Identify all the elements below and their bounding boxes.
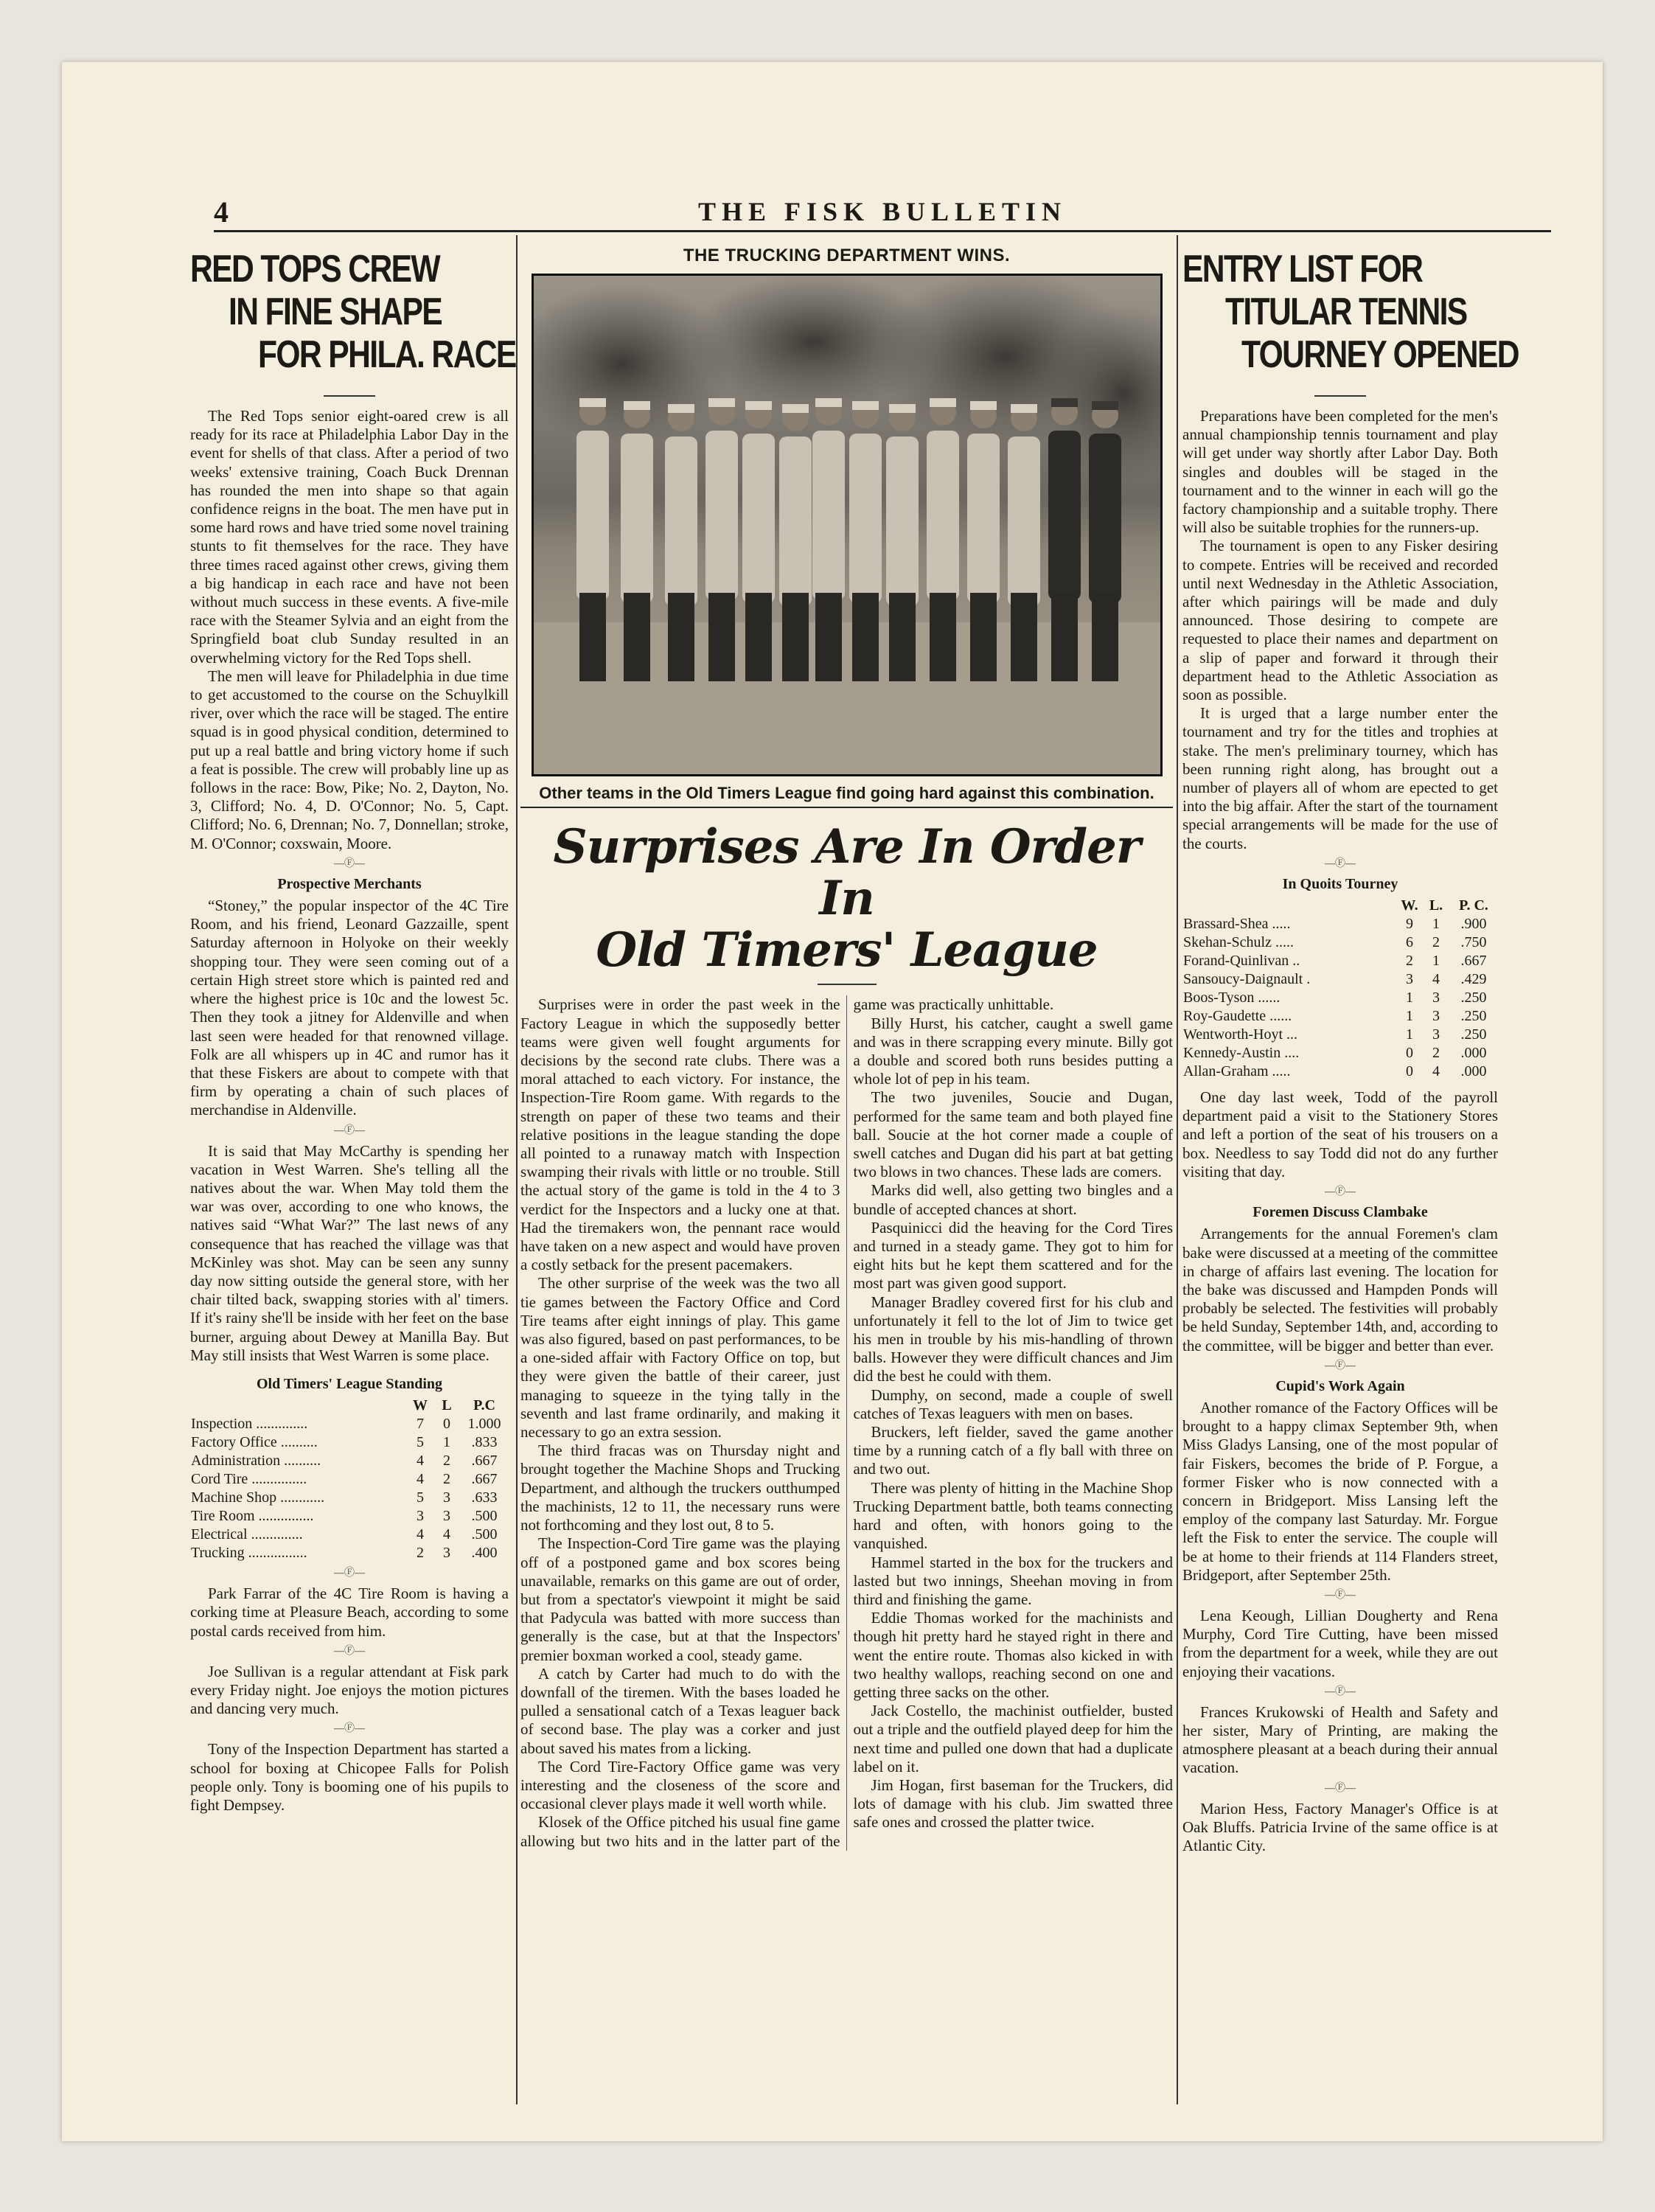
player-legs <box>889 593 916 681</box>
article-paragraph: Another romance of the Factory Offices will be brought to a happy climax September 9th, when Miss Gladys Lansing, one of the most popular of fair Fiskers, becomes the bride of P. Forgue, a former Fisker who is now connected with a concern in Bridgeport. Miss Lansing left the employ of the company last Saturday. Mr. Forgue left the Fisk to enter the service. The couple will be at home to their friends at 114 Flanders street, Bridgeport, after September 25th. <box>1182 1398 1498 1584</box>
player-legs <box>1011 593 1037 681</box>
table-row: Trucking ................ 2 3 .400 <box>191 1545 498 1562</box>
quoits-table <box>1182 897 1498 1081</box>
player-legs <box>1051 593 1078 681</box>
divider <box>1314 395 1366 397</box>
player-legs <box>782 593 809 681</box>
table-row: Electrical .............. 4 4 .500 <box>191 1526 498 1543</box>
player-figure <box>886 437 919 606</box>
article-paragraph: Surprises were in order the past week in the Factory League in which the supposedly better teams were given well fought arguments for decisions by the second rate clubs. There was a moral attached to each victory. For instance, the Inspection-Tire Room game. With regards to the strength on paper of these two teams and their relative positions in the league standing the dope all pointed to a runaway match with Inspection swamping their rivals with little or no trouble. Still the actual story of the game is told in the 4 to 3 verdict for the Inspectors and a lucky one at that. Had the tiremakers won, the pennant race would have taken on a new aspect and would have proven a costly setback for the present pacemakers. <box>520 995 840 1274</box>
fisk-emblem-divider: —Ⓕ— <box>1325 1360 1356 1371</box>
fisk-emblem-divider: —Ⓕ— <box>1325 1186 1356 1198</box>
player-figure <box>1089 434 1121 603</box>
headline-surprises: Surprises Are In Order In Old Timers' League <box>553 819 1140 978</box>
photo-caption: Other teams in the Old Timers League find going hard against this combination. <box>520 784 1173 808</box>
player-cap <box>889 404 916 413</box>
player-legs <box>579 593 606 681</box>
player-legs <box>970 593 997 681</box>
player-legs <box>745 593 772 681</box>
player-cap <box>1011 404 1037 413</box>
player-cap <box>852 401 879 410</box>
article-paragraph: Marion Hess, Factory Manager's Office is at Oak Bluffs. Patricia Irvine of the same office is at Atlantic City. <box>1182 1799 1498 1854</box>
team-photo <box>532 274 1163 776</box>
table-row: Boos-Tyson ...... 1 3 .250 <box>1183 990 1487 1006</box>
player-cap <box>624 401 650 410</box>
fisk-emblem-divider: —Ⓕ— <box>334 858 365 869</box>
table-row: Forand-Quinlivan .. 2 1 .667 <box>1183 953 1487 970</box>
table-row: Tire Room ............... 3 3 .500 <box>191 1508 498 1525</box>
fisk-emblem-divider: —Ⓕ— <box>1325 1589 1356 1601</box>
article-paragraph: The third fracas was on Thursday night and brought together the Machine Shops and Trucking Department, and although the truckers outthumped the machinists, 12 to 11, the necessary runs were not forthcoming and they lost out, 8 to 5. <box>520 1441 840 1534</box>
player-figure <box>927 431 959 600</box>
table-row: Machine Shop ............ 5 3 .633 <box>191 1489 498 1506</box>
divider <box>818 984 877 985</box>
player-cap <box>668 404 694 413</box>
table-row: Brassard-Shea ..... 9 1 .900 <box>1183 916 1487 933</box>
fisk-emblem-divider: —Ⓕ— <box>1325 1686 1356 1697</box>
fisk-emblem-divider: —Ⓕ— <box>334 1568 365 1579</box>
fisk-emblem-divider: —Ⓕ— <box>1325 858 1356 869</box>
article-paragraph: The tournament is open to any Fisker desiring to compete. Entries will be received and recorded until next Wednesday in the Athletic Association, after which pairings will be made and duly announced. Those desiring to compete are requested to place their names and department on a slip of paper and forward it through their department head to the Athletic Association as soon as possible. <box>1182 537 1498 704</box>
article-paragraph: Hammel started in the box for the truckers and lasted but two innings, Sheehan moving in from third and finishing the game. <box>853 1553 1173 1608</box>
article-paragraph: The other surprise of the week was the two all tie games between the Factory Office and Cord Tire teams after eight innings of play. This game was also figured, based on past performances, to be a one-sided affair with Factory Office on top, but they were given the battle of their career, just managing to squeeze in the tying tally in the seventh and last frame ordinarily, and making it necessary to go an extra session. <box>520 1274 840 1441</box>
player-figure <box>779 437 812 606</box>
player-legs <box>708 593 735 681</box>
standings-title: Old Timers' League Standing <box>256 1375 443 1392</box>
player-legs <box>1092 593 1118 681</box>
fisk-emblem-divider: —Ⓕ— <box>334 1124 365 1136</box>
player-cap <box>1051 398 1078 407</box>
article-paragraph: Park Farrar of the 4C Tire Room is having a corking time at Pleasure Beach, according to some postal cards received from him. <box>190 1585 509 1640</box>
player-legs <box>930 593 956 681</box>
table-header: W. L. P. C. <box>1401 897 1488 914</box>
article-paragraph: “Stoney,” the popular inspector of the 4C Tire Room, and his friend, Leonard Gazzaille, spent Saturday afternoon in Holyoke on their weekly shopping tour. They were seen coming out of a certain High street store which is painted red and where the highest price is 10c and the lowest 5c. Then they took a jitney for Aldenville and when last seen were headed for that renowned village. Folk are all whispers up in 4C and rumor has it that these Fiskers are about to compete with that firm by operating a chain of such places of merchandise in Aldenville. <box>190 897 509 1119</box>
article-paragraph: Eddie Thomas worked for the machinists and though hit pretty hard he stayed right in there and went the entire route. Thomas also kicked in with two healthy wallops, reaching second on one and getting three sacks on the other. <box>853 1609 1173 1701</box>
article-paragraph: The Red Tops senior eight-oared crew is all ready for its race at Philadelphia Labor Day in the event for shells of that class. After a period of two weeks' extensive training, Coach Buck Drennan has rounded the men into shape so that again confidence reigns in the boat. The men have put in some hard rows and have tried some novel training stunts to fit themselves for the race. They have three times raced against other crews, giving them a big handicap in each race and have not been without much success in these events. A five-mile race with the Steamer Sylvia and an eight from the Springfield boat club Sunday resulted in an overwhelming victory for the Red Tops shell. <box>190 407 509 667</box>
article-paragraph: Pasquinicci did the heaving for the Cord Tires and turned in a steady game. They got to him for eight hits but he kept them scattered and for the most part was given good support. <box>853 1218 1173 1293</box>
divider <box>324 395 375 397</box>
column-rule <box>1177 235 1178 2104</box>
player-figure <box>1008 437 1040 606</box>
player-figure <box>967 434 1000 603</box>
photo-title: THE TRUCKING DEPARTMENT WINS. <box>683 246 1011 265</box>
player-cap <box>970 401 997 410</box>
article-paragraph: The two juveniles, Soucie and Dugan, performed for the same team and both played fine ball. Soucie at the hot corner made a couple of swell catches and Dugan did his part at bat getting two blows in two chances. These lads are comers. <box>853 1088 1173 1181</box>
headline-red-tops: RED TOPS CREW IN FINE SHAPE FOR PHILA. RACE <box>190 248 516 376</box>
player-cap <box>708 398 735 407</box>
newspaper-page <box>62 62 1603 2141</box>
fisk-emblem-divider: —Ⓕ— <box>1325 1782 1356 1794</box>
player-cap <box>782 404 809 413</box>
article-paragraph: Klosek of the Office pitched his usual fine game allowing but two hits and in the latter part of the game was practically unhittable. <box>520 995 1054 1850</box>
headline-entry-list: ENTRY LIST FOR TITULAR TENNIS TOURNEY OPENED <box>1182 248 1519 376</box>
table-row: Skehan-Schulz ..... 6 2 .750 <box>1183 934 1487 951</box>
article-paragraph: One day last week, Todd of the payroll department paid a visit to the Stationery Stores and left a portion of the seat of his trousers on a box. Needless to say Todd did not do any further visiting that day. <box>1182 1088 1498 1180</box>
player-legs <box>815 593 842 681</box>
column-rule <box>516 235 518 2104</box>
article-paragraph: Marks did well, also getting two bingles and a bundle of accepted chances at short. <box>853 1181 1173 1218</box>
article-paragraph: A catch by Carter had much to do with the downfall of the tiremen. With the bases loaded he pulled a sensational catch of a Texas leaguer back of second base. The play was a corker and just about saved his mates from a licking. <box>520 1664 840 1757</box>
article-paragraph: Tony of the Inspection Department has started a school for boxing at Chicopee Falls for Polish people only. Tony is booming one of his pupils to fight Dempsey. <box>190 1740 509 1814</box>
right-column <box>1182 248 1519 1855</box>
article-paragraph: Joe Sullivan is a regular attendant at Fisk park every Friday night. Joe enjoys the motion pictures and dancing very much. <box>190 1662 509 1718</box>
player-figure <box>812 431 845 600</box>
player-cap <box>1092 401 1118 410</box>
player-figure <box>742 434 775 603</box>
table-row: Sansoucy-Daignault . 3 4 .429 <box>1183 971 1487 988</box>
player-figure <box>705 431 738 600</box>
player-cap <box>745 401 772 410</box>
article-paragraph: Dumphy, on second, made a couple of swell catches of Texas leaguers with men on bases. <box>853 1385 1173 1422</box>
page-number: 4 <box>214 195 229 229</box>
article-paragraph: The men will leave for Philadelphia in due time to get accustomed to the course on the Schuylkill river, over which the race will be staged. The entire squad is in good physical condition, determined to put up a real battle and bring victory home if such a feat is possible. The crew will probably line up as follows in the race: Bow, Pike; No. 2, Dayton, No. 3, Clifford; No. 4, D. O'Connor; No. 5, Capt. Clifford; No. 6, Drennan; No. 7, Donnellan; stroke, M. O'Connor; coxswain, Moore. <box>190 667 509 852</box>
article-paragraph: Manager Bradley covered first for his club and unfortunately it fell to the lot of Jim to twice get his men in trouble by his mis-handling of thrown balls. However they were difficult chances and Jim did the best he could with them. <box>853 1293 1173 1385</box>
article-paragraph: Jim Hogan, first baseman for the Truckers, did lots of damage with his club. Jim swatted three safe ones and crossed the platter twice. <box>853 1775 1173 1832</box>
table-row: Kennedy-Austin .... 0 2 .000 <box>1183 1045 1487 1062</box>
fisk-emblem-divider: —Ⓕ— <box>334 1723 365 1735</box>
player-figure <box>849 434 882 603</box>
player-figure <box>576 431 609 600</box>
article-paragraph: The Cord Tire-Factory Office game was very interesting and the closeness of the score and occasional clever plays made it well worth while. <box>520 1757 840 1813</box>
table-row: Factory Office .......... 5 1 .833 <box>191 1434 498 1451</box>
player-cap <box>930 398 956 407</box>
article-paragraph: The Inspection-Cord Tire game was the playing off of a postponed game and box scores being unavailable, remarks on this game are out of order, but from a spectator's viewpoint it might be said that Padycula was batted with more success than generally is the case, but at that the Inspectors' premier boxman worked a cool, steady game. <box>520 1534 840 1664</box>
article-paragraph: Preparations have been completed for the men's annual championship tennis tournament and play will get under way shortly after Labor Day. Both singles and doubles will be staged in the tournament and to the winner in each will go the factory championship and a suitable trophy. There will also be suitable trophies for the runners-up. <box>1182 407 1498 537</box>
subhead-prospective-merchants: Prospective Merchants <box>277 875 422 892</box>
player-figure <box>1048 431 1081 600</box>
standings-table <box>190 1397 509 1562</box>
player-cap <box>579 398 606 407</box>
table-row: Roy-Gaudette ...... 1 3 .250 <box>1183 1008 1487 1025</box>
center-column <box>520 246 1173 1851</box>
article-paragraph: Arrangements for the annual Foremen's clam bake were discussed at a meeting of the committee in charge of affairs last evening. The location for the bake was discussed and Hampden Ponds will probably be selected. The festivities will probably be held Sunday, September 14th, and, according to the committee, will be bigger and better than ever. <box>1182 1225 1498 1354</box>
baseball-team-photo-image <box>534 276 1160 774</box>
left-column <box>190 248 516 1815</box>
player-figure <box>621 434 653 603</box>
table-row: Administration .......... 4 2 .667 <box>191 1453 498 1470</box>
masthead: THE FISK BULLETIN <box>697 197 1067 226</box>
player-legs <box>668 593 694 681</box>
article-paragraph: Billy Hurst, his catcher, caught a swell game and was in there scrapping every minute. Billy got a double and scored both runs besides putting a whole lot of pep in his team. <box>853 1014 1173 1088</box>
article-paragraph: Lena Keough, Lillian Dougherty and Rena Murphy, Cord Tire Cutting, have been missed from the department for a week, while they are out enjoying their vacations. <box>1182 1606 1498 1680</box>
article-paragraph: It is said that May McCarthy is spending her vacation in West Warren. She's telling all the natives about the war. When May told them the war was over, according to one who knows, the natives said “What War?” The last news of any consequence that has reached the village was that McKinley was shot. May can be seen any sunny day now sitting outside the general store, with her chair tilted back, swapping stories with al' timers. If it's rainy she'll be inside with her feet on the base burner, arguing about Dewey at Manilla Bay. But May still insists that West Warren is some place. <box>190 1141 509 1364</box>
table-row: Cord Tire ............... 4 2 .667 <box>191 1471 498 1488</box>
article-paragraph: It is urged that a large number enter the tournament and try for the titles and trophies at stake. The men's preliminary tourney, which has been running right along, has brought out a number of players all of whom are epected to get into the big affair. After the start of the tournament special arrangements will be made for the use of the courts. <box>1182 704 1498 852</box>
article-paragraph: Bruckers, left fielder, saved the game another time by a running catch of a fly ball with three on and two out. <box>853 1423 1173 1478</box>
article-paragraph: There was plenty of hitting in the Machine Shop Trucking Department battle, both teams connecting hard and often, with honors going to the vanquished. <box>853 1478 1173 1553</box>
article-paragraph: Jack Costello, the machinist outfielder, busted out a triple and the outfield played deep for him the next time and pulled one down that had a duplicate label on it. <box>853 1702 1173 1775</box>
fisk-emblem-divider: —Ⓕ— <box>334 1645 365 1657</box>
player-legs <box>852 593 879 681</box>
player-legs <box>624 593 650 681</box>
table-header: W L P.C <box>413 1397 495 1414</box>
player-figure <box>665 437 697 606</box>
table-row: Wentworth-Hoyt ... 1 3 .250 <box>1183 1026 1487 1043</box>
subhead-cupid: Cupid's Work Again <box>1275 1377 1405 1394</box>
player-cap <box>815 398 842 407</box>
table-row: Inspection .............. 7 0 1.000 <box>191 1416 501 1433</box>
article-paragraph: Frances Krukowski of Health and Safety and her sister, Mary of Printing, are making the atmosphere pleasant at a beach during their annual vacation. <box>1182 1703 1498 1777</box>
page-header <box>214 195 1551 232</box>
article-body-two-columns <box>520 995 1173 1850</box>
quoits-title: In Quoits Tourney <box>1282 875 1398 892</box>
table-row: Allan-Graham ..... 0 4 .000 <box>1183 1063 1487 1080</box>
subhead-clambake: Foremen Discuss Clambake <box>1252 1204 1428 1221</box>
